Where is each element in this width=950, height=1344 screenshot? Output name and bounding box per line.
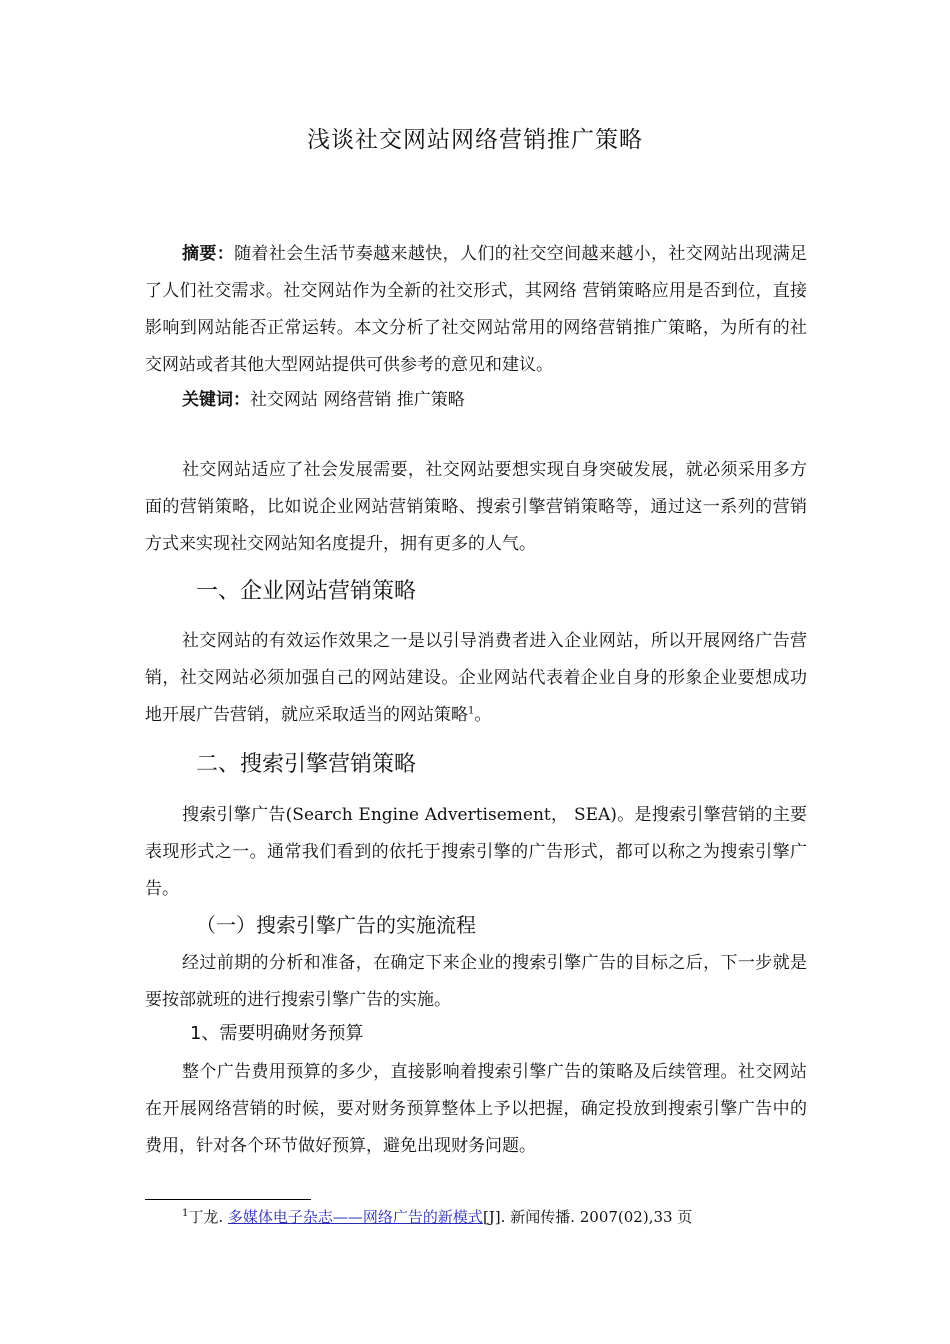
abstract-text: 随着社会生活节奏越来越快，人们的社交空间越来越小，社交网站出现满足了人们社交需求。社交网站作为全新的社交形式，其网络 营销策略应用是否到位，直接影响到网站能否正常运转。本文分析了社交网站常用的网络营销推广策略，为所有的社交网站或者其他大型网站提供可供参考的意见和建议。 (145, 244, 808, 375)
keywords-label: 关键词： (182, 390, 250, 410)
subsection1-paragraph: 经过前期的分析和准备，在确定下来企业的搜索引擎广告的目标之后，下一步就是要按部就班的进行搜索引擎广告的实施。 (145, 953, 807, 1010)
item1-paragraph: 整个广告费用预算的多少，直接影响着搜索引擎广告的策略及后续管理。社交网站在开展网络营销的时候，要对财务预算整体上予以把握，确定投放到搜索引擎广告中的费用，针对各个环节做好预算，避免出现财务问题。 (145, 1062, 807, 1156)
footnote-rest: [J]. 新闻传播. 2007(02),33 页 (482, 1208, 693, 1226)
intro-paragraph: 社交网站适应了社会发展需要，社交网站要想实现自身突破发展，就必须采用多方面的营销策略，比如说企业网站营销策略、搜索引擎营销策略等，通过这一系列的营销方式来实现社交网站知名度提升，拥有更多的人气。 (145, 460, 807, 554)
footnote-separator (145, 1199, 311, 1200)
footnote (182, 1205, 692, 1229)
section1-paragraph (145, 623, 807, 734)
keywords-text: 社交网站 网络营销 推广策略 (250, 390, 465, 410)
keywords-line (182, 382, 465, 419)
footnote-author: 丁龙. (188, 1208, 228, 1226)
document-title: 浅谈社交网站网络营销推广策略 (307, 127, 643, 153)
footnote-link[interactable]: 多媒体电子杂志——网络广告的新模式 (227, 1208, 483, 1226)
abstract-paragraph (145, 236, 807, 384)
footnote-marker: 1 (182, 1208, 189, 1219)
footnote-ref[interactable]: 1 (468, 705, 475, 717)
section1-end: 。 (474, 705, 492, 725)
section2-paragraph: 搜索引擎广告(Search Engine Advertisement， SEA)。是搜索引擎营销的主要表现形式之一。通常我们看到的依托于搜索引擎的广告形式，都可以称之为搜索引擎广告。 (145, 805, 807, 899)
item1-heading: 1、需要明确财务预算 (190, 1023, 364, 1044)
subsection1-heading: （一）搜索引擎广告的实施流程 (196, 913, 476, 937)
section2-heading: 二、搜索引擎营销策略 (196, 752, 417, 777)
abstract-label: 摘要： (182, 244, 235, 264)
section1-text: 社交网站的有效运作效果之一是以引导消费者进入企业网站，所以开展网络广告营销，社交网站必须加强自己的网站建设。企业网站代表着企业自身的形象企业要想成功地开展广告营销，就应采取适当的网站策略 (145, 631, 807, 725)
section1-heading: 一、企业网站营销策略 (196, 579, 417, 604)
